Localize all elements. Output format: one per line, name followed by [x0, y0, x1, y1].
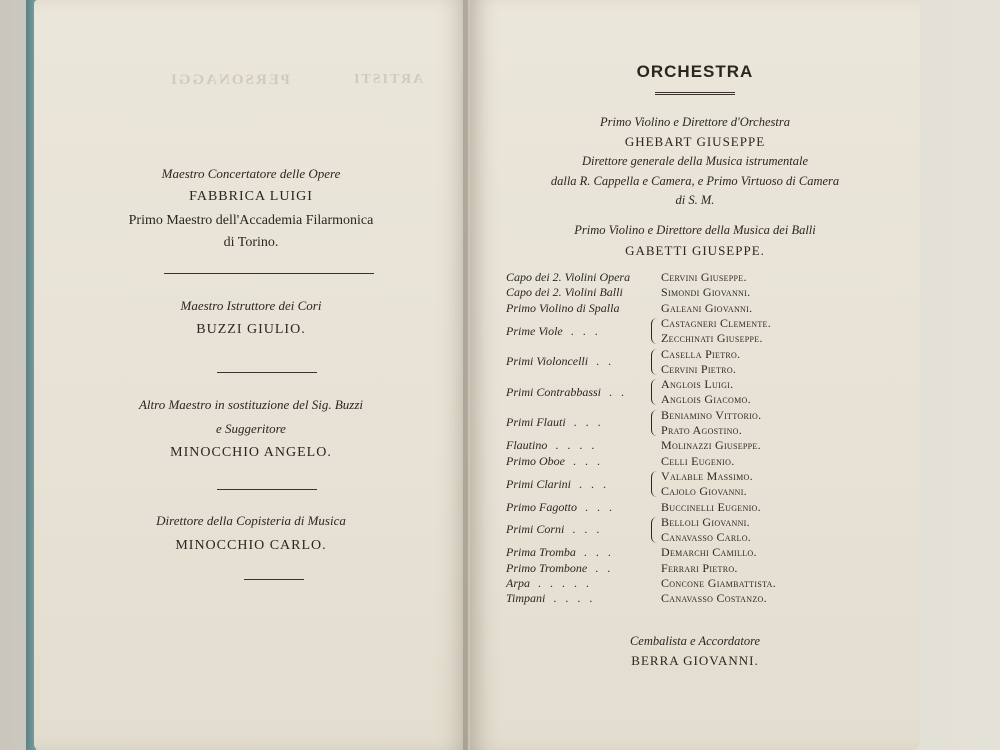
roster-musician-name: Belloli Giovanni.	[661, 514, 750, 529]
roster-leader-dots: . . . .	[555, 438, 598, 453]
list-item	[506, 316, 906, 331]
list-item	[506, 500, 906, 515]
roster-musician-name: Zecchinati Giuseppe.	[661, 331, 763, 346]
roster-musician-name: Cajolo Giovanni.	[661, 484, 747, 499]
roster-role-label: Primi Corni	[506, 522, 565, 537]
list-item	[506, 408, 906, 423]
roster-role-label: Primo Fagotto	[506, 499, 577, 514]
roster-musician-name: Concone Giambattista.	[661, 576, 776, 590]
roster-leader-dots: . . .	[573, 415, 604, 430]
direttore-orchestra-detail-1: Direttore generale della Musica istrumentale	[581, 154, 809, 168]
roster-leader-dots: . . .	[573, 453, 603, 468]
roster-musician-name: Anglois Giacomo.	[661, 392, 751, 407]
direttore-orchestra-role: Primo Violino e Direttore d'Orchestra	[600, 115, 790, 129]
right-page	[470, 0, 920, 750]
bleed-heading-right: ARTISTI	[352, 72, 424, 87]
title-underline	[655, 92, 735, 95]
roster-leader-dots: . . . . .	[538, 576, 592, 590]
roster-musician-name: Buccinelli Eugenio.	[661, 499, 761, 514]
list-item	[506, 270, 906, 285]
roster-musician-name: Celli Eugenio.	[661, 453, 735, 468]
roster-role-label: Primo Trombone	[506, 560, 588, 575]
roster-leader-dots: . . .	[585, 499, 615, 514]
roster-musician-name: Cervini Giuseppe.	[661, 270, 747, 284]
list-item	[506, 392, 906, 407]
list-item	[506, 438, 906, 453]
direttore-orchestra-detail-3: di S. M.	[675, 193, 715, 207]
roster-leader-dots: . . .	[583, 545, 614, 560]
roster-role-label: Flautino	[506, 438, 548, 453]
roster-role-label: Timpani	[506, 591, 546, 606]
roster-role-label: Primi Flauti	[506, 415, 566, 430]
sostituto-role-2: e Suggeritore	[216, 421, 286, 436]
roster-leader-dots: . . .	[579, 476, 610, 491]
cembalista-role: Cembalista e Accordatore	[629, 634, 761, 648]
list-item	[506, 347, 906, 362]
roster-leader-dots: . . . .	[553, 591, 596, 606]
cembalista-name: BERRA GIOVANNI.	[631, 653, 759, 668]
roster-musician-name: Canavasso Carlo.	[661, 530, 752, 545]
roster-role-label: Primo Violino di Spalla	[506, 300, 620, 315]
roster-musician-name: Casella Pietro.	[661, 346, 741, 361]
roster-role-label: Primi Contrabbassi	[506, 384, 602, 399]
concertatore-detail-2: di Torino.	[223, 235, 279, 250]
concertatore-name: FABBRICA LUIGI	[189, 189, 313, 204]
list-item	[506, 591, 906, 606]
roster-musician-name: Canavasso Costanzo.	[661, 591, 767, 606]
direttore-orchestra-detail-2: dalla R. Cappella e Camera, e Primo Virtuoso di Camera	[550, 174, 840, 188]
roster-role-label: Capo dei 2. Violini Balli	[506, 285, 623, 300]
roster-leader-dots: . .	[609, 384, 628, 399]
roster-musician-name: Castagneri Clemente.	[661, 315, 772, 330]
roster-role-label: Prime Viole	[506, 323, 563, 338]
list-item	[506, 576, 906, 591]
list-item	[506, 530, 906, 545]
roster-leader-dots: . .	[595, 560, 614, 575]
sostituto-name: MINOCCHIO ANGELO.	[170, 445, 332, 460]
concertatore-detail-1: Primo Maestro dell'Accademia Filarmonica	[128, 213, 374, 228]
roster-musician-name: Ferrari Pietro.	[661, 560, 738, 575]
roster-musician-name: Beniamino Vittorio.	[661, 407, 762, 422]
list-item	[506, 285, 906, 300]
list-item	[506, 515, 906, 530]
roster-role-label: Primi Clarini	[506, 476, 572, 491]
roster-role-label: Arpa	[506, 576, 530, 590]
list-item	[506, 331, 906, 346]
list-item	[506, 454, 906, 469]
roster-musician-name: Molinazzi Giuseppe.	[661, 438, 761, 453]
roster-leader-dots: . . .	[570, 323, 601, 338]
list-item	[506, 484, 906, 499]
left-page	[34, 0, 468, 750]
roster-role-label: Prima Tromba	[506, 545, 576, 560]
list-item	[506, 301, 906, 316]
list-item	[506, 362, 906, 377]
copisteria-role: Direttore della Copisteria di Musica	[156, 513, 346, 528]
roster-musician-name: Prato Agostino.	[661, 423, 743, 437]
roster-musician-name: Galeani Giovanni.	[661, 300, 753, 315]
roster-musician-name: Anglois Luigi.	[661, 377, 734, 392]
roster-leader-dots: . .	[596, 354, 615, 369]
concertatore-role: Maestro Concertatore delle Opere	[161, 166, 341, 181]
divider	[217, 489, 317, 490]
divider	[244, 579, 304, 580]
roster-role-label: Primo Oboe	[506, 453, 565, 468]
direttore-balli-role: Primo Violino e Direttore della Musica dei Balli	[574, 223, 816, 237]
roster-role-label: Capo dei 2. Violini Opera	[506, 270, 631, 284]
roster-musician-name: Demarchi Camillo.	[661, 545, 757, 560]
sostituto-role-1: Altro Maestro in sostituzione del Sig. Buzzi	[138, 397, 363, 412]
list-item	[506, 545, 906, 560]
copisteria-name: MINOCCHIO CARLO.	[175, 538, 327, 553]
direttore-orchestra-name: GHEBART GIUSEPPE	[624, 134, 766, 149]
list-item	[506, 377, 906, 392]
direttore-balli-name: GABETTI GIUSEPPE.	[625, 243, 765, 258]
roster-musician-name: Valable Massimo.	[661, 468, 753, 483]
page-title: ORCHESTRA	[636, 62, 754, 81]
roster-musician-name: Cervini Pietro.	[661, 361, 737, 376]
list-item	[506, 561, 906, 576]
bleed-heading: PERSONAGGI	[169, 72, 290, 88]
divider	[217, 372, 317, 373]
divider	[164, 273, 374, 274]
roster-musician-name: Simondi Giovanni.	[661, 285, 751, 300]
list-item	[506, 423, 906, 438]
istruttore-role: Maestro Istruttore dei Cori	[180, 298, 322, 313]
roster-role-label: Primi Violoncelli	[506, 354, 589, 369]
roster-leader-dots: . . .	[572, 522, 603, 537]
istruttore-name: BUZZI GIULIO.	[196, 322, 306, 337]
list-item	[506, 469, 906, 484]
